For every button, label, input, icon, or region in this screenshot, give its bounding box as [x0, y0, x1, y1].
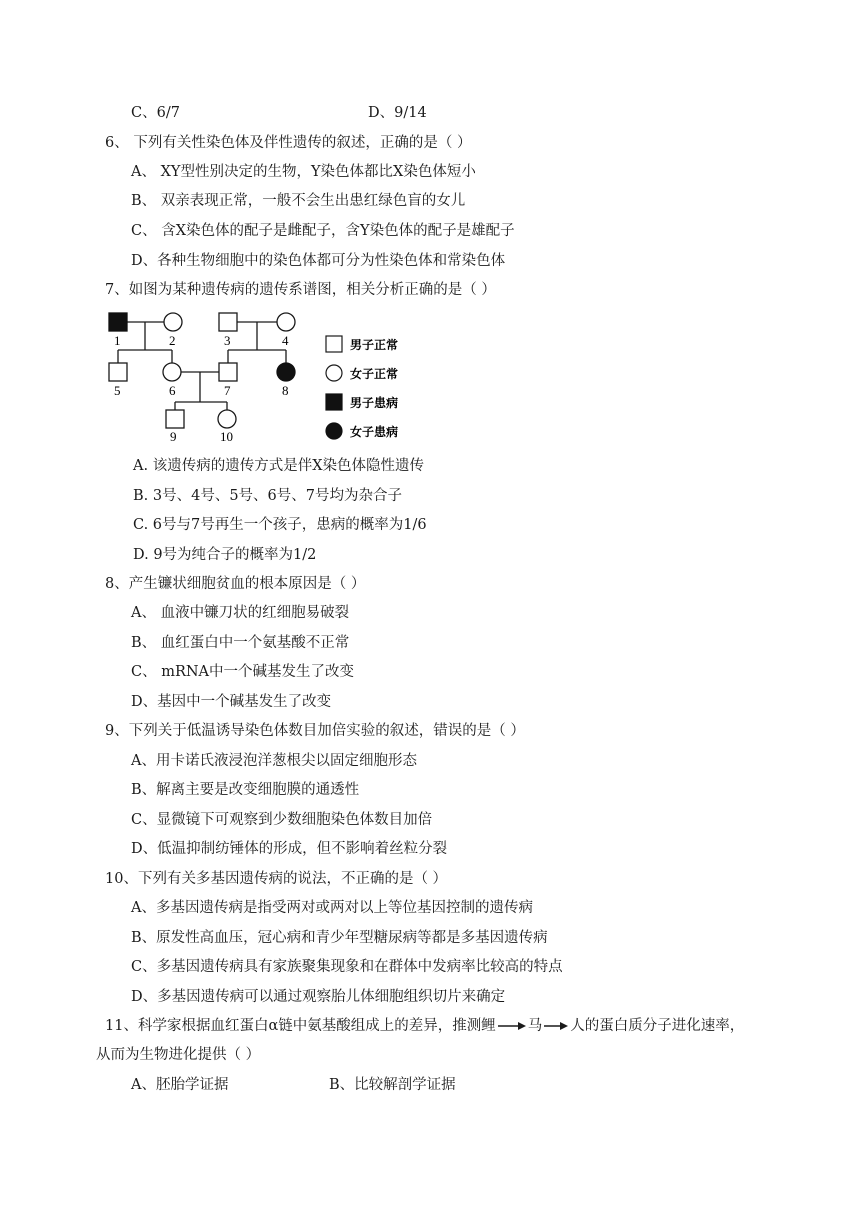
q6-option-a: A、 XY型性别决定的生物，Y染色体都比X染色体短小 — [131, 164, 476, 180]
q8-option-b: B、 血红蛋白中一个氨基酸不正常 — [131, 635, 350, 651]
legend-female-affected-symbol — [326, 423, 342, 439]
label-7: 7 — [224, 383, 231, 398]
individual-1 — [109, 313, 127, 331]
q11-species-2: 马 — [527, 1018, 543, 1034]
legend-male-normal-symbol — [326, 336, 342, 352]
q11-option-a: A、胚胎学证据 — [131, 1077, 229, 1093]
q11-stem-line2: 从而为生物进化提供（ ） — [96, 1047, 261, 1063]
q6-option-d: D、各种生物细胞中的染色体都可分为性染色体和常染色体 — [131, 253, 506, 269]
legend-female-normal-label: 女子正常 — [350, 367, 399, 381]
q11-stem-part1: 11、科学家根据血红蛋白α链中氨基酸组成上的差异，推测鲤 — [105, 1018, 496, 1034]
q9-option-c: C、显微镜下可观察到少数细胞染色体数目加倍 — [131, 812, 433, 828]
q10-option-b: B、原发性高血压，冠心病和青少年型糖尿病等都是多基因遗传病 — [131, 930, 548, 946]
individual-6 — [163, 363, 181, 381]
individual-2 — [164, 313, 182, 331]
q8-stem: 8、产生镰状细胞贫血的根本原因是（ ） — [105, 576, 366, 592]
individual-5 — [109, 363, 127, 381]
label-10: 10 — [220, 429, 233, 444]
q6-option-c: C、 含X染色体的配子是雌配子，含Y染色体的配子是雄配子 — [131, 223, 515, 239]
q9-option-a: A、用卡诺氏液浸泡洋葱根尖以固定细胞形态 — [131, 753, 417, 769]
q11-option-b: B、比较解剖学证据 — [329, 1077, 456, 1093]
q5-option-c: C、6/7 — [131, 105, 180, 121]
individual-9 — [166, 410, 184, 428]
q10-stem: 10、下列有关多基因遗传病的说法，不正确的是（ ） — [105, 871, 448, 887]
q11-species-3: 人 — [570, 1018, 585, 1034]
q10-option-a: A、多基因遗传病是指受两对或两对以上等位基因控制的遗传病 — [131, 900, 533, 916]
q8-option-d: D、基因中一个碱基发生了改变 — [131, 694, 332, 710]
q9-option-d: D、低温抑制纺锤体的形成，但不影响着丝粒分裂 — [131, 841, 448, 857]
q10-option-d: D、多基因遗传病可以通过观察胎儿体细胞组织切片来确定 — [131, 989, 506, 1005]
q8-option-a: A、 血液中镰刀状的红细胞易破裂 — [131, 605, 350, 621]
q7-option-a: A. 该遗传病的遗传方式是伴X染色体隐性遗传 — [133, 458, 425, 474]
individual-3 — [219, 313, 237, 331]
q10-option-c: C、多基因遗传病具有家族聚集现象和在群体中发病率比较高的特点 — [131, 959, 563, 975]
q7-option-c: C. 6号与7号再生一个孩子，患病的概率为1/6 — [133, 517, 427, 533]
label-5: 5 — [114, 383, 121, 398]
q7-option-d: D. 9号为纯合子的概率为1/2 — [133, 547, 317, 563]
legend-male-normal-label: 男子正常 — [350, 338, 399, 352]
q7-option-b: B. 3号、4号、5号、6号、7号均为杂合子 — [133, 488, 402, 504]
q9-stem: 9、下列关于低温诱导染色体数目加倍实验的叙述，错误的是（ ） — [105, 723, 525, 739]
legend-male-affected-label: 男子患病 — [350, 396, 399, 410]
label-3: 3 — [224, 333, 231, 348]
q9-option-b: B、解离主要是改变细胞膜的通透性 — [131, 782, 360, 798]
q5-option-d: D、9/14 — [368, 105, 427, 121]
legend-female-affected-label: 女子患病 — [350, 425, 399, 439]
individual-4 — [277, 313, 295, 331]
pedigree-legend — [318, 326, 438, 446]
individual-10 — [218, 410, 236, 428]
label-6: 6 — [169, 383, 176, 398]
label-2: 2 — [169, 333, 176, 348]
legend-female-normal-symbol — [326, 365, 342, 381]
individual-8 — [277, 363, 295, 381]
label-4: 4 — [282, 333, 289, 348]
label-8: 8 — [282, 383, 289, 398]
legend-male-affected-symbol — [326, 394, 342, 410]
arrow-right-icon — [497, 1020, 527, 1032]
arrow-right-icon — [543, 1020, 569, 1032]
individual-7 — [219, 363, 237, 381]
q11-stem — [105, 1016, 744, 1036]
label-1: 1 — [114, 333, 121, 348]
q11-stem-part2: 的蛋白质分子进化速率， — [584, 1018, 745, 1034]
q6-stem: 6、 下列有关性染色体及伴性遗传的叙述，正确的是（ ） — [105, 135, 472, 151]
label-9: 9 — [170, 429, 177, 444]
q6-option-b: B、 双亲表现正常，一般不会生出患红绿色盲的女儿 — [131, 193, 466, 209]
q8-option-c: C、 mRNA中一个碱基发生了改变 — [131, 664, 355, 680]
q7-stem: 7、如图为某种遗传病的遗传系谱图，相关分析正确的是（ ） — [105, 282, 496, 298]
